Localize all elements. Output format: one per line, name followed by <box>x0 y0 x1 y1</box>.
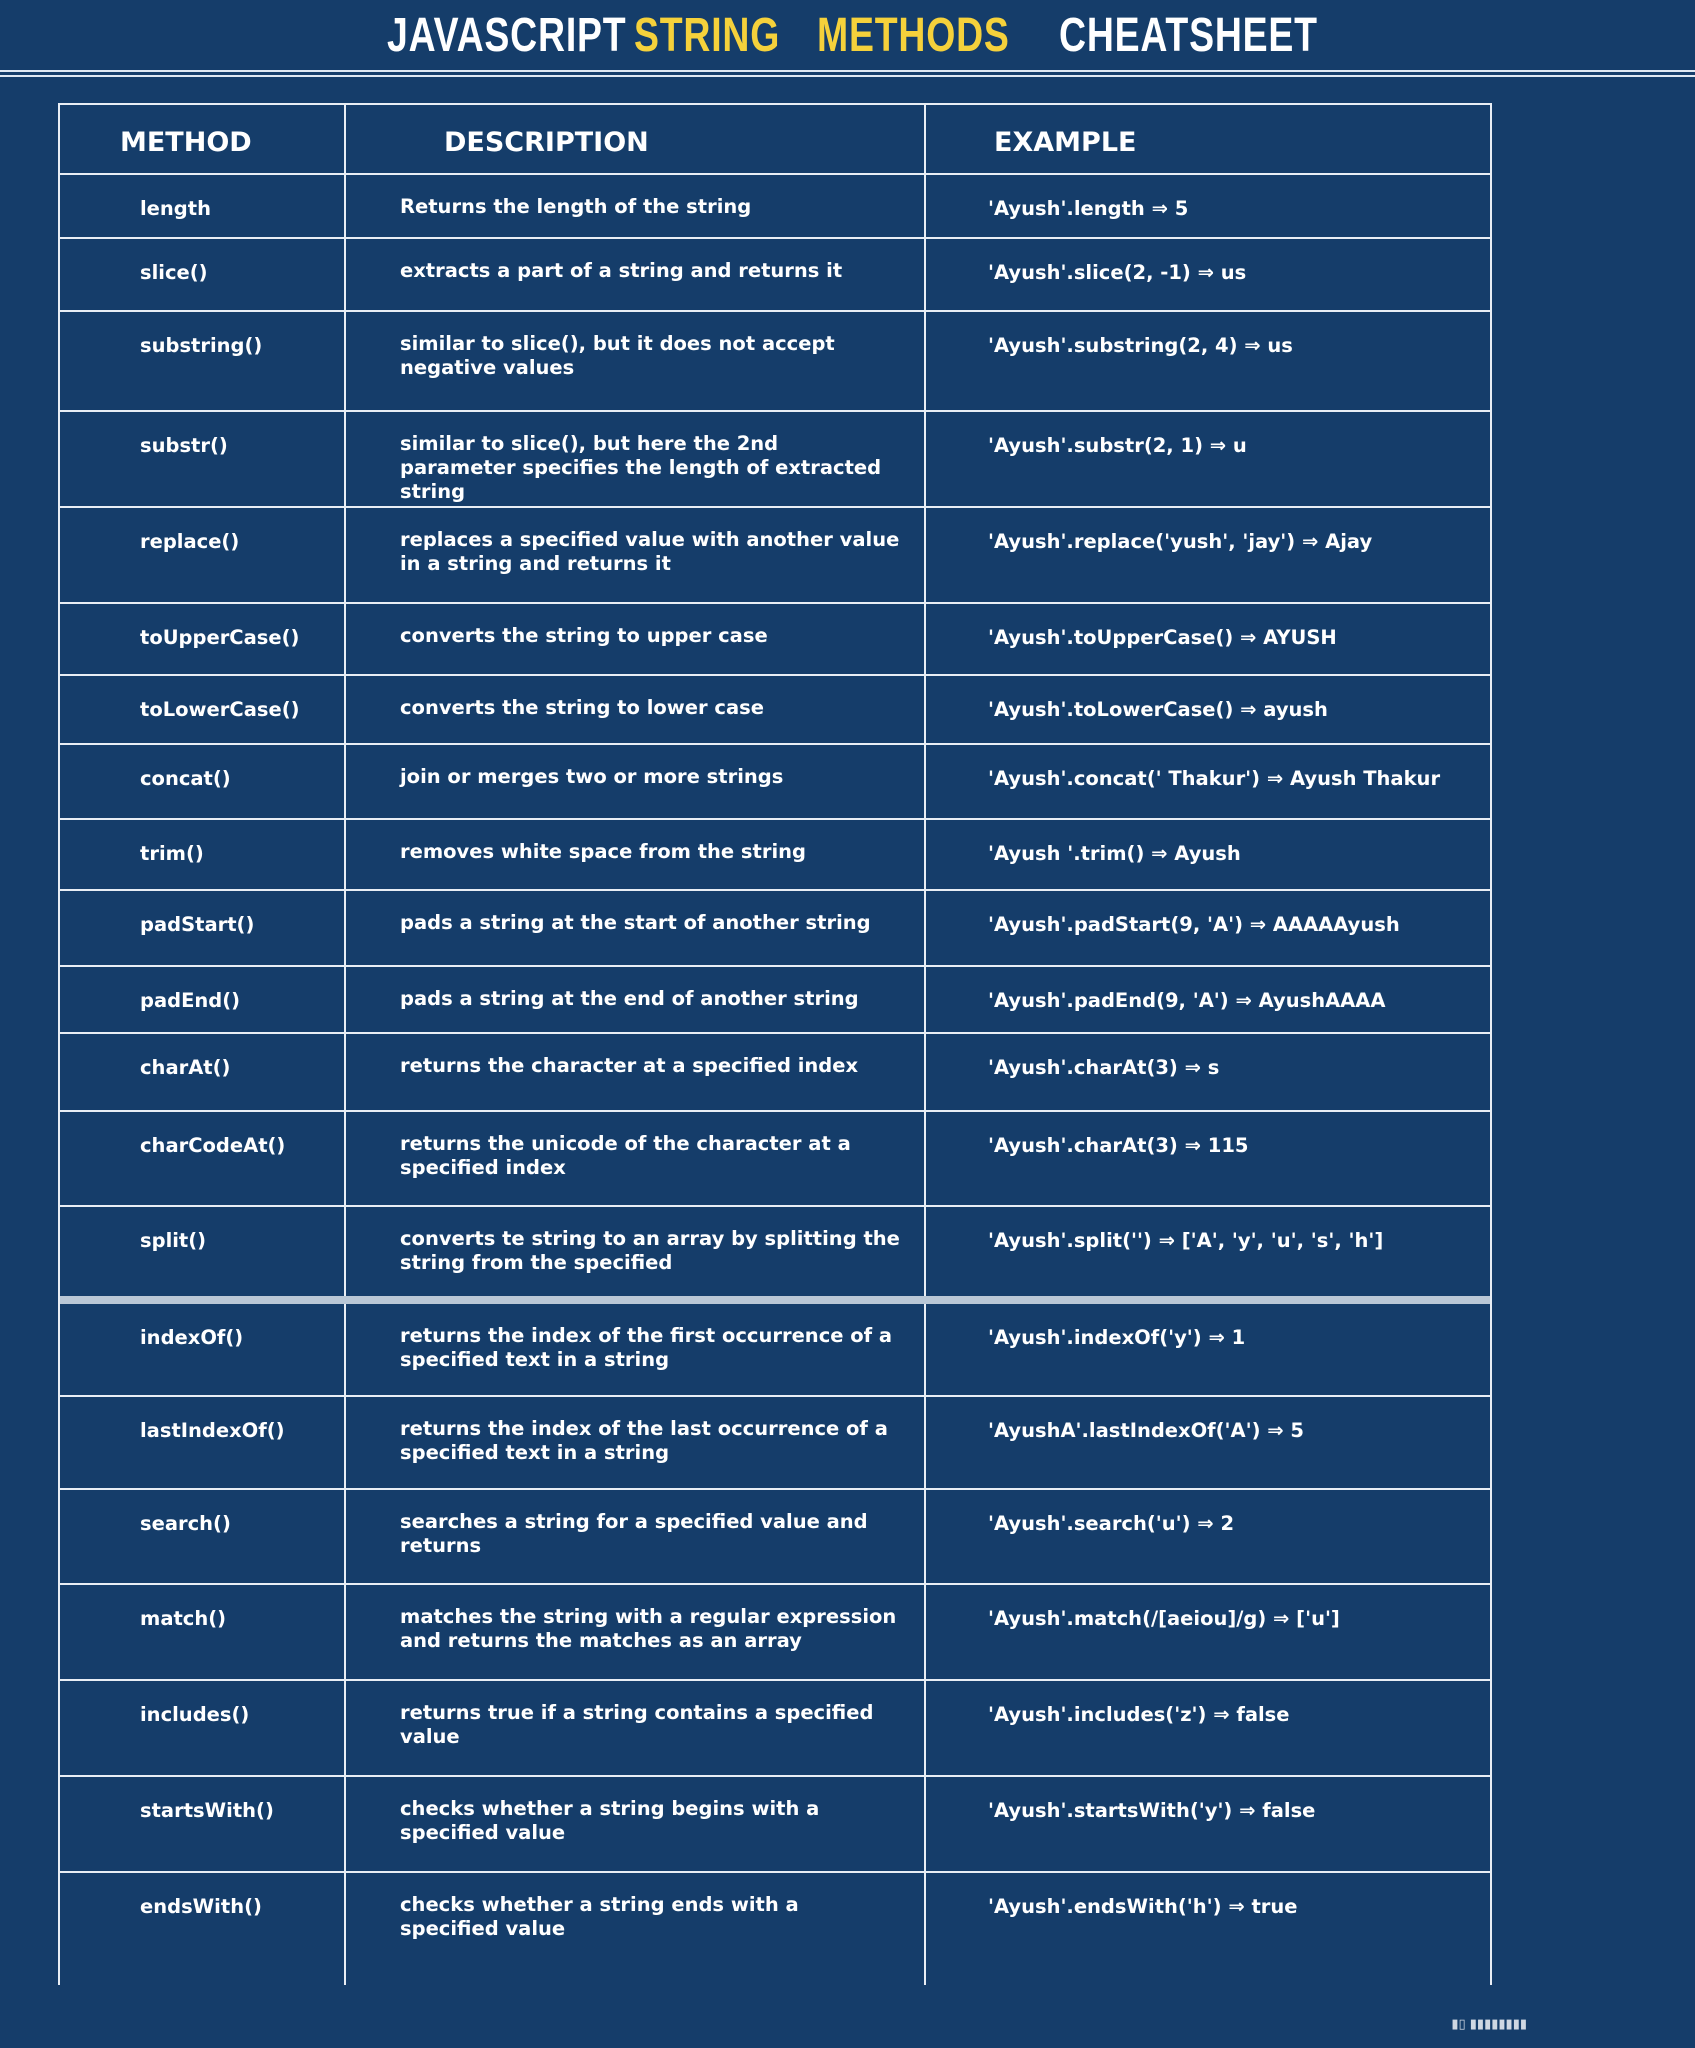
table-row <box>60 239 1490 312</box>
method-description: searches a string for a specified value and returns <box>400 1510 868 1557</box>
method-name: slice() <box>140 261 208 284</box>
page-title <box>0 0 1695 70</box>
method-example: 'Ayush'.substr(2, 1) ⇒ u <box>988 434 1247 457</box>
row-divider <box>60 237 1490 239</box>
table-row <box>60 604 1490 676</box>
row-divider <box>60 965 1490 967</box>
header-description: DESCRIPTION <box>444 127 649 158</box>
method-description: returns the unicode of the character at a specified index <box>400 1132 851 1179</box>
title-word-methods: METHODS <box>817 9 1010 62</box>
methods-table <box>58 103 1492 1985</box>
table-row <box>60 1490 1490 1585</box>
method-example: 'Ayush'.slice(2, -1) ⇒ us <box>988 261 1247 284</box>
method-example: 'Ayush'.charAt(3) ⇒ s <box>988 1056 1220 1079</box>
table-row <box>60 676 1490 745</box>
method-name: concat() <box>140 767 231 790</box>
method-name: endsWith() <box>140 1895 262 1918</box>
method-name: split() <box>140 1229 207 1252</box>
row-divider <box>60 1110 1490 1112</box>
method-description: pads a string at the start of another string <box>400 911 871 934</box>
method-example: 'Ayush'.charAt(3) ⇒ 115 <box>988 1134 1249 1157</box>
table-row <box>60 175 1490 239</box>
table-row <box>60 891 1490 967</box>
table-row <box>60 1304 1490 1397</box>
table-row <box>60 1585 1490 1681</box>
method-name: toUpperCase() <box>140 626 300 649</box>
method-description: removes white space from the string <box>400 840 806 863</box>
table-row <box>60 745 1490 820</box>
title-rule-top <box>0 70 1695 72</box>
table-row <box>60 1777 1490 1873</box>
row-divider <box>60 602 1490 604</box>
method-example: 'Ayush'.length ⇒ 5 <box>988 197 1189 220</box>
method-description: returns the character at a specified index <box>400 1054 859 1077</box>
method-description: join or merges two or more strings <box>400 765 784 788</box>
table-row <box>60 1207 1490 1304</box>
table-row <box>60 820 1490 891</box>
method-example: 'Ayush'.split('') ⇒ ['A', 'y', 'u', 's', 'h'] <box>988 1229 1384 1252</box>
method-example: 'Ayush'.endsWith('h') ⇒ true <box>988 1895 1298 1918</box>
method-name: match() <box>140 1607 227 1630</box>
method-description: converts te string to an array by splitting the string from the specified <box>400 1227 900 1274</box>
table-row <box>60 1397 1490 1490</box>
method-name: lastIndexOf() <box>140 1419 285 1442</box>
method-description: similar to slice(), but here the 2nd parameter specifies the length of extracted string <box>400 432 882 503</box>
table-row <box>60 1112 1490 1207</box>
method-name: charCodeAt() <box>140 1134 286 1157</box>
method-example: 'Ayush'.includes('z') ⇒ false <box>988 1703 1290 1726</box>
header-method: METHOD <box>120 127 252 158</box>
title-word-javascript: JAVASCRIPT <box>387 9 627 62</box>
method-example: 'AyushA'.lastIndexOf('A') ⇒ 5 <box>988 1419 1304 1442</box>
method-name: replace() <box>140 530 240 553</box>
method-name: toLowerCase() <box>140 698 300 721</box>
header-example: EXAMPLE <box>994 127 1137 158</box>
row-divider <box>60 1488 1490 1490</box>
title-rule-bottom <box>0 75 1695 77</box>
table-row <box>60 1873 1490 1987</box>
method-example: 'Ayush'.startsWith('y') ⇒ false <box>988 1799 1316 1822</box>
method-description: returns the index of the last occurrence of a specified text in a string <box>400 1417 888 1464</box>
row-divider <box>60 1395 1490 1397</box>
row-divider <box>60 1296 1490 1304</box>
row-divider <box>60 743 1490 745</box>
table-row <box>60 508 1490 604</box>
method-name: startsWith() <box>140 1799 274 1822</box>
method-name: includes() <box>140 1703 250 1726</box>
method-description: replaces a specified value with another value in a string and returns it <box>400 528 900 575</box>
method-name: charAt() <box>140 1056 231 1079</box>
method-example: 'Ayush'.padEnd(9, 'A') ⇒ AyushAAAA <box>988 989 1386 1012</box>
title-word-string: STRING <box>634 9 781 62</box>
method-description: checks whether a string ends with a specified value <box>400 1893 799 1940</box>
row-divider <box>60 1871 1490 1873</box>
method-description: converts the string to lower case <box>400 696 764 719</box>
row-divider <box>60 410 1490 412</box>
method-example: 'Ayush'.concat(' Thakur') ⇒ Ayush Thakur <box>988 767 1441 790</box>
table-row <box>60 412 1490 508</box>
method-description: returns true if a string contains a specified value <box>400 1701 874 1748</box>
row-divider <box>60 506 1490 508</box>
method-name: indexOf() <box>140 1326 244 1349</box>
method-name: padEnd() <box>140 989 241 1012</box>
method-example: 'Ayush'.match(/[aeiou]/g) ⇒ ['u'] <box>988 1607 1340 1630</box>
row-divider <box>60 889 1490 891</box>
row-divider <box>60 1775 1490 1777</box>
method-example: 'Ayush'.toLowerCase() ⇒ ayush <box>988 698 1328 721</box>
method-description: converts the string to upper case <box>400 624 768 647</box>
method-example: 'Ayush'.padStart(9, 'A') ⇒ AAAAAyush <box>988 913 1400 936</box>
method-example: 'Ayush'.replace('yush', 'jay') ⇒ Ajay <box>988 530 1373 553</box>
title-word-cheatsheet: CHEATSHEET <box>1059 9 1318 62</box>
method-example: 'Ayush'.indexOf('y') ⇒ 1 <box>988 1326 1246 1349</box>
method-example: 'Ayush'.toUpperCase() ⇒ AYUSH <box>988 626 1337 649</box>
table-row <box>60 1034 1490 1112</box>
method-description: extracts a part of a string and returns it <box>400 259 843 282</box>
row-divider <box>60 818 1490 820</box>
method-example: 'Ayush'.search('u') ⇒ 2 <box>988 1512 1235 1535</box>
method-name: substr() <box>140 434 228 457</box>
method-name: trim() <box>140 842 204 865</box>
table-row <box>60 1681 1490 1777</box>
row-divider <box>60 310 1490 312</box>
method-name: search() <box>140 1512 231 1535</box>
method-description: matches the string with a regular expression and returns the matches as an array <box>400 1605 897 1652</box>
method-name: substring() <box>140 334 263 357</box>
table-row <box>60 967 1490 1034</box>
signature-mark: ▮▯ ▮▮▮▮▮▮▮▮ <box>1451 2017 1527 2032</box>
row-divider <box>60 1032 1490 1034</box>
row-divider <box>60 1679 1490 1681</box>
method-description: returns the index of the first occurrence of a specified text in a string <box>400 1324 893 1371</box>
method-description: Returns the length of the string <box>400 195 752 218</box>
method-description: checks whether a string begins with a specified value <box>400 1797 820 1844</box>
method-description: pads a string at the end of another string <box>400 987 859 1010</box>
row-divider <box>60 1205 1490 1207</box>
method-name: padStart() <box>140 913 255 936</box>
method-name: length <box>140 197 211 220</box>
row-divider <box>60 674 1490 676</box>
method-example: 'Ayush '.trim() ⇒ Ayush <box>988 842 1241 865</box>
method-description: similar to slice(), but it does not accept negative values <box>400 332 835 379</box>
method-example: 'Ayush'.substring(2, 4) ⇒ us <box>988 334 1293 357</box>
row-divider <box>60 1583 1490 1585</box>
table-row <box>60 312 1490 412</box>
